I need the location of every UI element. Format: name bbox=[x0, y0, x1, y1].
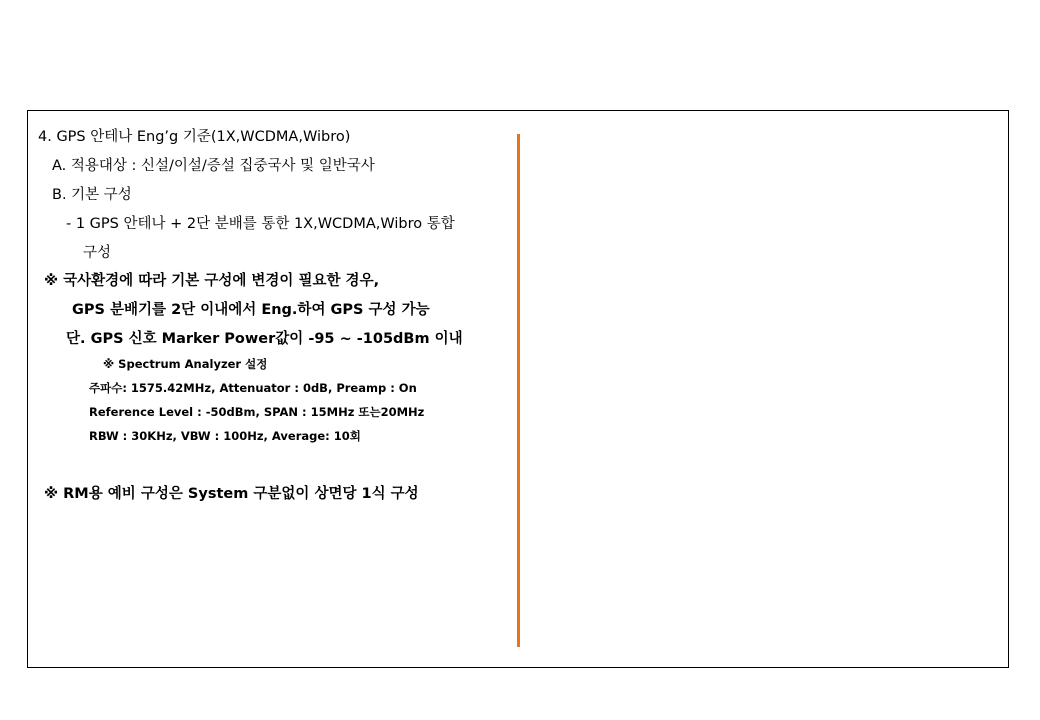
spec-line-reference-level: Reference Level : -50dBm, SPAN : 15MHz 또는20MHz bbox=[89, 405, 425, 419]
note1-line-2: GPS 분배기를 2단 이내에서 Eng.하여 GPS 구성 가능 bbox=[72, 302, 430, 318]
note2-rm-config: ※ RM용 예비 구성은 System 구분없이 상면당 1식 구성 bbox=[44, 486, 419, 502]
bullet-line-2: 구성 bbox=[83, 245, 112, 261]
section-heading: 4. GPS 안테나 Eng’g 기준(1X,WCDMA,Wibro) bbox=[38, 129, 351, 145]
spectrum-analyzer-title: ※ Spectrum Analyzer 설정 bbox=[103, 357, 268, 371]
note1-line-3: 단. GPS 신호 Marker Power값이 -95 ~ -105dBm 이내 bbox=[66, 331, 463, 347]
item-b-basic-config: B. 기본 구성 bbox=[52, 187, 132, 203]
item-a-target: A. 적용대상 : 신설/이설/증설 집중국사 및 일반국사 bbox=[52, 158, 375, 174]
spec-line-frequency: 주파수: 1575.42MHz, Attenuator : 0dB, Preamp : On bbox=[89, 381, 417, 395]
bullet-line-1: - 1 GPS 안테나 + 2단 분배를 통한 1X,WCDMA,Wibro 통합 bbox=[66, 216, 455, 232]
orange-divider bbox=[517, 134, 520, 647]
spec-line-rbw: RBW : 30KHz, VBW : 100Hz, Average: 10회 bbox=[89, 429, 361, 443]
note1-line-1: ※ 국사환경에 따라 기본 구성에 변경이 필요한 경우, bbox=[44, 273, 380, 289]
